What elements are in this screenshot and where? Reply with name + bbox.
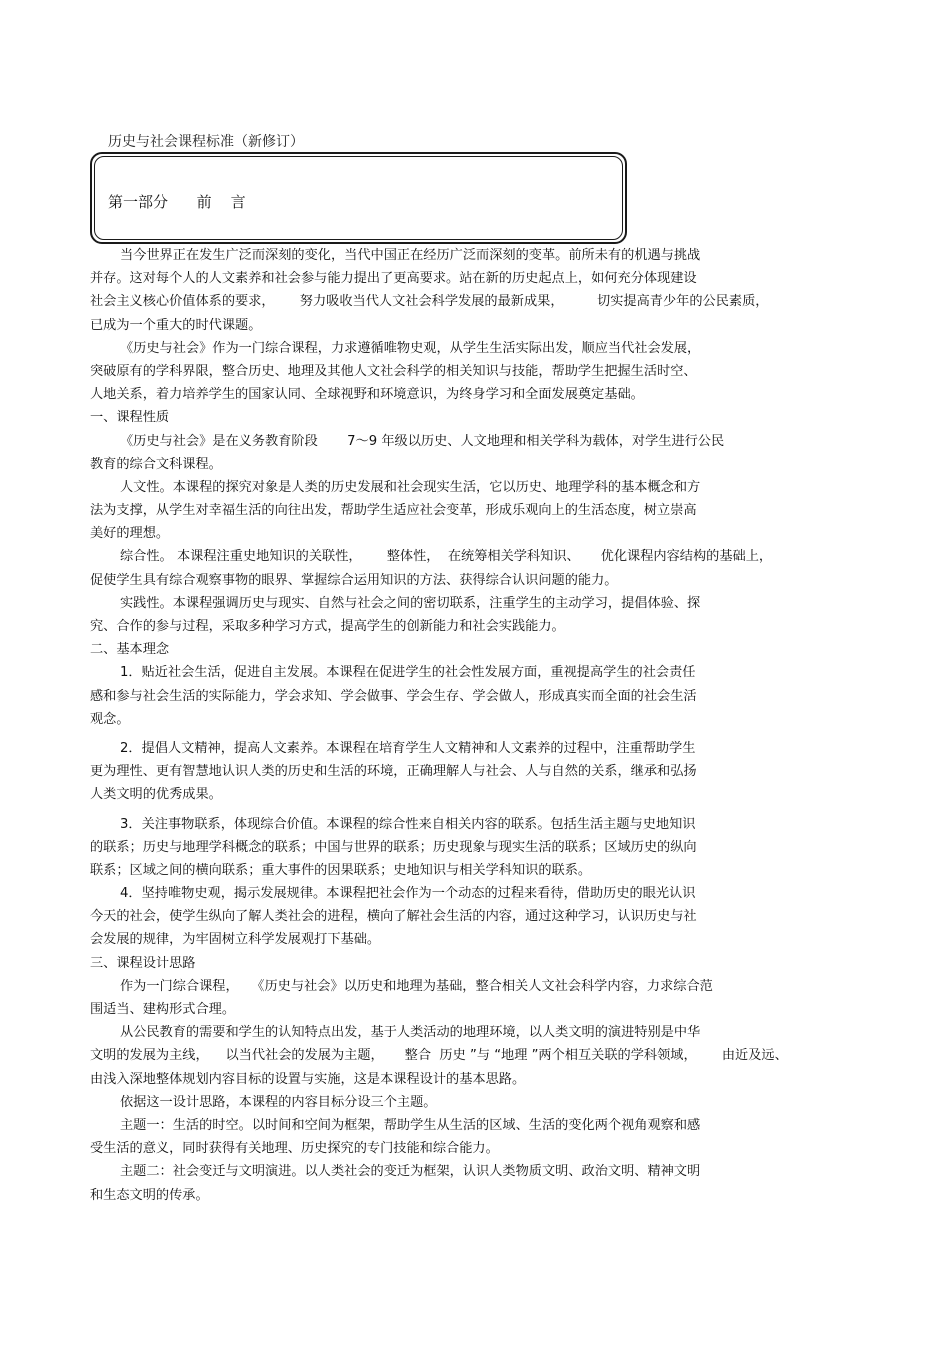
paragraph-line: 联系；区域之间的横向联系；重大事件的因果联系；史地知识与相关学科知识的联系。 <box>90 862 592 878</box>
paragraph-line: 综合性。 本课程注重史地知识的关联性， 整体性， 在统筹相关学科知识、 优化课程内容结构的基础上， <box>120 549 773 565</box>
section-heading: 三、课程设计思路 <box>90 955 196 971</box>
paragraph-line: 观念。 <box>90 711 130 727</box>
paragraph-line: 人类文明的优秀成果。 <box>90 787 222 803</box>
paragraph-line: 当今世界正在发生广泛而深刻的变化，当代中国正在经历广泛而深刻的变革。前所未有的机遇与挑战 <box>120 248 701 263</box>
paragraph-line: 依据这一设计思路，本课程的内容目标分设三个主题。 <box>120 1094 437 1110</box>
paragraph-line: 并存。这对每个人的人文素养和社会参与能力提出了更高要求。站在新的历史起点上，如何充分体现建设 <box>90 271 697 287</box>
paragraph-line: 文明的发展为主线， 以当代社会的发展为主题， 整合 历史 ”与 “地理 ”两个相互关联的学科领域， 由近及远、 <box>90 1048 788 1064</box>
paragraph-line: 主题二：社会变迁与文明演进。以人类社会的变迁为框架，认识人类物质文明、政治文明、精神文明 <box>120 1164 701 1180</box>
paragraph-line: 会发展的规律，为牢固树立科学发展观打下基础。 <box>90 932 381 948</box>
paragraph-line: 社会主义核心价值体系的要求， 努力吸收当代人文社会科学发展的最新成果， 切实提高青少年的公民素质， <box>90 294 769 310</box>
paragraph-line: 更为理性、更有智慧地认识人类的历史和生活的环境，正确理解人与社会、人与自然的关系，继承和弘扬 <box>90 764 697 780</box>
paragraph-line: 受生活的意义，同时获得有关地理、历史探究的专门技能和综合能力。 <box>90 1141 499 1157</box>
part-heading: 第一部分 前 言 <box>108 193 246 211</box>
section-heading: 一、课程性质 <box>90 410 170 426</box>
paragraph-line: 究、合作的参与过程，采取多种学习方式，提高学生的创新能力和社会实践能力。 <box>90 619 565 634</box>
paragraph-line: 《历史与社会》是在义务教育阶段 7～9 年级以历史、人文地理和相关学科为载体，对学生进行公民 <box>120 433 725 449</box>
paragraph-line: 2．提倡人文精神，提高人文素养。本课程在培育学生人文精神和人文素养的过程中，注重帮助学生 <box>120 740 696 756</box>
paragraph-line: 感和参与社会生活的实际能力，学会求知、学会做事、学会生存、学会做人，形成真实而全面的社会生活 <box>90 688 697 704</box>
body-text <box>90 244 860 1207</box>
paragraph-line: 人地关系，着力培养学生的国家认同、全球视野和环境意识，为终身学习和全面发展奠定基础。 <box>90 387 644 403</box>
paragraph-line: 4．坚持唯物史观，揭示发展规律。本课程把社会作为一个动态的过程来看待，借助历史的眼光认识 <box>120 886 696 902</box>
paragraph-line: 围适当、建构形式合理。 <box>90 1002 236 1017</box>
paragraph-line: 已成为一个重大的时代课题。 <box>90 317 262 333</box>
paragraph-line: 实践性。本课程强调历史与现实、自然与社会之间的密切联系，注重学生的主动学习，提倡体验、探 <box>120 595 701 611</box>
paragraph-line: 美好的理想。 <box>90 526 170 542</box>
paragraph-line: 的联系；历史与地理学科概念的联系；中国与世界的联系；历史现象与现实生活的联系；区域历史的纵向 <box>90 839 697 855</box>
paragraph-line: 《历史与社会》作为一门综合课程，力求遵循唯物史观，从学生生活实际出发，顺应当代社会发展， <box>120 340 701 356</box>
paragraph-line: 促使学生具有综合观察事物的眼界、掌握综合运用知识的方法、获得综合认识问题的能力。 <box>90 572 618 588</box>
paragraph-line: 今天的社会，使学生纵向了解人类社会的进程，横向了解社会生活的内容，通过这种学习，认识历史与社 <box>90 909 697 925</box>
section-heading: 二、基本理念 <box>90 642 170 658</box>
paragraph-line: 教育的综合文科课程。 <box>90 456 222 472</box>
paragraph-line: 人文性。本课程的探究对象是人类的历史发展和社会现实生活，它以历史、地理学科的基本概念和方 <box>120 479 701 495</box>
paragraph-line: 3．关注事物联系，体现综合价值。本课程的综合性来自相关内容的联系。包括生活主题与史地知识 <box>120 816 696 832</box>
paragraph-line: 突破原有的学科界限，整合历史、地理及其他人文社会科学的相关知识与技能，帮助学生把握生活时空、 <box>90 363 697 379</box>
paragraph-line: 作为一门综合课程， 《历史与社会》以历史和地理为基础，整合相关人文社会科学内容，力求综合范 <box>120 978 713 994</box>
paragraph-line: 1．贴近社会生活，促进自主发展。本课程在促进学生的社会性发展方面，重视提高学生的社会责任 <box>120 665 696 681</box>
paragraph-line: 和生态文明的传承。 <box>90 1187 209 1203</box>
paragraph-line: 法为支撑，从学生对幸福生活的向往出发，帮助学生适应社会变革，形成乐观向上的生活态度，树立崇高 <box>90 503 697 519</box>
paragraph-line: 从公民教育的需要和学生的认知特点出发，基于人类活动的地理环境，以人类文明的演进特别是中华 <box>120 1025 701 1041</box>
paragraph-line: 由浅入深地整体规划内容目标的设置与实施，这是本课程设计的基本思路。 <box>90 1071 526 1087</box>
paragraph-line: 主题一：生活的时空。以时间和空间为框架，帮助学生从生活的区域、生活的变化两个视角观察和感 <box>120 1117 701 1133</box>
document-title: 历史与社会课程标准（新修订） <box>108 134 304 150</box>
